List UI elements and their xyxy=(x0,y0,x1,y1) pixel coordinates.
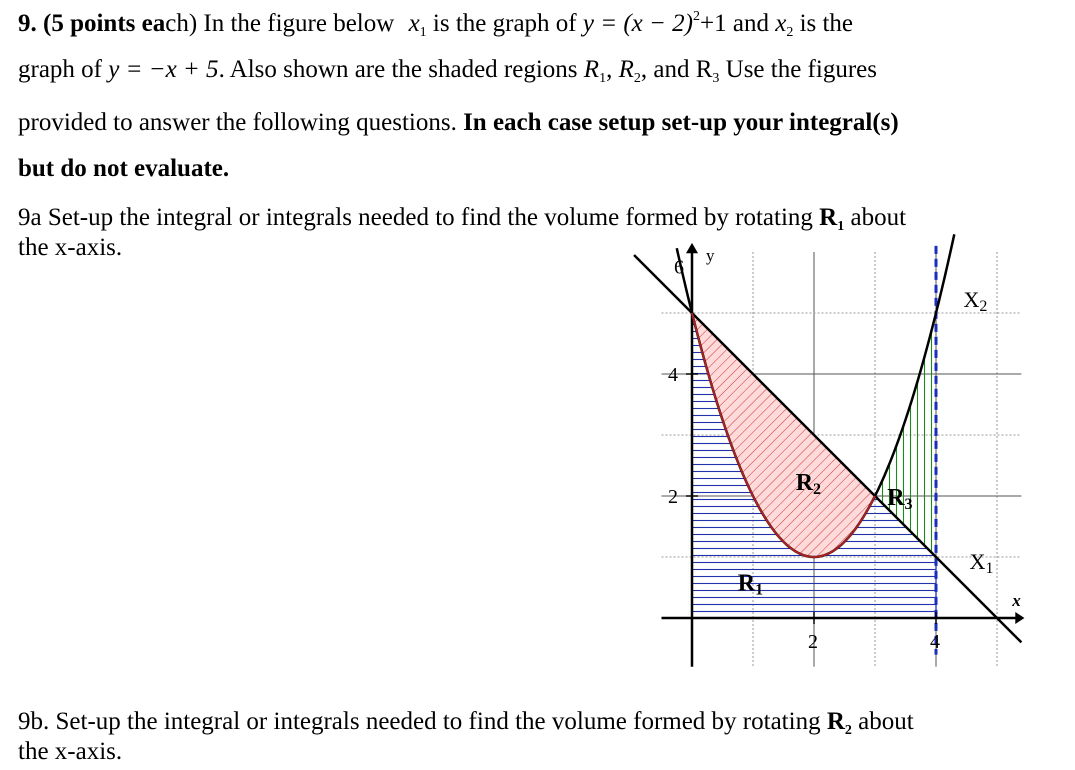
label-x2: X2 xyxy=(963,286,988,315)
x-tick-2: 2 xyxy=(808,631,818,653)
y-tick-4: 4 xyxy=(668,364,678,386)
label-r3: R3 xyxy=(887,485,913,514)
y-axis-label: y xyxy=(706,246,715,266)
equation-x1: y = (x − 2) xyxy=(582,10,693,37)
question-9b: 9b. Set-up the integral or integrals needed to find the volume formed by rotating $R_2$ about xyxy=(18,708,914,738)
label-r2: R2 xyxy=(795,469,822,498)
question-9a-line-2: the x-axis. xyxy=(18,234,123,261)
x-axis-label: x xyxy=(1012,591,1021,610)
label-x1: X1 xyxy=(969,549,994,578)
problem-points: (5 points ea xyxy=(43,10,166,37)
question-9a: 9a Set-up the integral or integrals needed to find the volume formed by rotating $R_1$ about xyxy=(18,204,907,234)
y-tick-2: 2 xyxy=(668,486,678,508)
problem-line-4: but do not evaluate. xyxy=(18,155,230,182)
graph-figure xyxy=(620,246,1030,673)
problem-line-1: 9. (5 points each) In the figure below $x_1$ is the graph of $y = (x - 2)^2+1$ and $x_2$ is the xyxy=(18,9,854,40)
label-r1: R1 xyxy=(737,570,764,599)
x-axis-arrow-icon xyxy=(1015,612,1024,624)
y-axis-arrow-icon xyxy=(686,243,698,253)
problem-number: 9. xyxy=(18,10,37,37)
question-9b-line-2: the x-axis. xyxy=(18,738,123,765)
problem-line-2: graph of y = −x + 5. Also shown are the shaded regions $R_1$, $R_2$, and $R_3$ Use the figures xyxy=(18,56,877,86)
equation-x2: y = −x + 5 xyxy=(108,56,219,83)
y-tick-6: 6 xyxy=(674,256,684,279)
problem-line-3: provided to answer the following questions. In each case setup set-up your integral(s) xyxy=(18,109,899,136)
x-tick-4: 4 xyxy=(930,631,940,653)
